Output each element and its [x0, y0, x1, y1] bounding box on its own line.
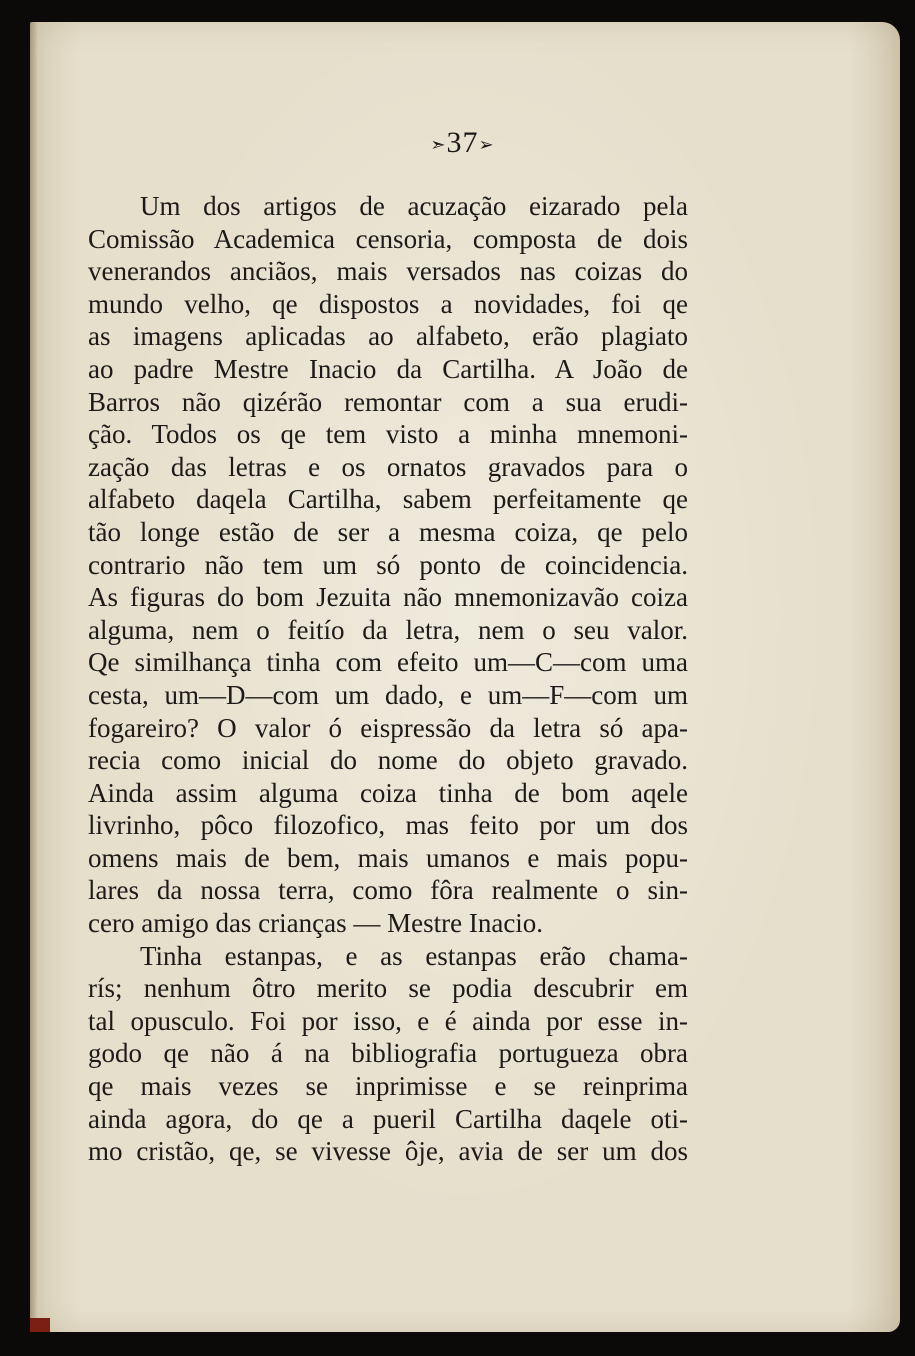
text-line: venerandos anciãos, mais versados nas coizas do — [88, 256, 688, 287]
text-line: lares da nossa terra, como fôra realmente o sin- — [88, 875, 688, 906]
text-line: ção. Todos os qe tem visto a minha mnemoni- — [88, 419, 688, 450]
page-spine-shadow — [30, 22, 38, 1332]
text-line: Um dos artigos de acuzação eizarado pela — [140, 191, 688, 221]
left-ornament-icon: ➣ — [430, 134, 447, 155]
text-line: zação das letras e os ornatos gravados para o — [88, 451, 688, 482]
binding-mark — [30, 1318, 50, 1332]
text-line: contrario não tem um só ponto de coincidencia. — [88, 549, 688, 580]
text-line: mo cristão, qe, se vivesse ôje, avia de ser um dos — [88, 1136, 688, 1167]
text-line: ainda agora, do qe a pueril Cartilha daqele oti- — [88, 1103, 688, 1134]
text-line: livrinho, pôco filozofico, mas feito por um dos — [88, 810, 688, 841]
body-text — [88, 190, 688, 1168]
text-line: Ainda assim alguma coiza tinha de bom aqele — [88, 777, 688, 808]
text-line: fogareiro? O valor ó eispressão da letra só apa- — [88, 712, 688, 743]
text-line: rís; nenhum ôtro merito se podia descubrir em — [88, 973, 688, 1004]
text-line: omens mais de bem, mais umanos e mais popu- — [88, 842, 688, 873]
text-line: godo qe não á na bibliografia portugueza obra — [88, 1038, 688, 1069]
text-line: qe mais vezes se inprimisse e se reinprima — [88, 1071, 688, 1102]
paragraph-1 — [88, 190, 688, 940]
text-line: cesta, um—D—com um dado, e um—F—com um — [88, 679, 688, 710]
text-line: alfabeto daqela Cartilha, sabem perfeitamente qe — [88, 484, 688, 515]
text-line: as imagens aplicadas ao alfabeto, erão plagiato — [88, 321, 688, 352]
text-line: recia como inicial do nome do objeto gravado. — [88, 745, 688, 776]
text-line: ao padre Mestre Inacio da Cartilha. A João de — [88, 353, 688, 384]
text-line: Tinha estanpas, e as estanpas erão chama- — [140, 940, 688, 971]
text-line: Qe similhança tinha com efeito um—C—com uma — [88, 647, 688, 678]
page-number — [0, 126, 915, 160]
text-line: tão longe estão de ser a mesma coiza, qe pelo — [88, 516, 688, 547]
text-line: mundo velho, qe dispostos a novidades, foi qe — [88, 288, 688, 319]
text-line: tal opusculo. Foi por isso, e é ainda por esse in- — [88, 1005, 688, 1036]
text-line: alguma, nem o feitío da letra, nem o seu valor. — [88, 614, 688, 645]
right-ornament-icon: ➢ — [478, 134, 495, 155]
text-line: Barros não qizérão remontar com a sua erudi- — [88, 386, 688, 417]
text-line: As figuras do bom Jezuita não mnemonizavão coiza — [88, 582, 688, 613]
text-line: cero amigo das crianças — Mestre Inacio. — [88, 908, 544, 939]
text-line: Comissão Academica censoria, composta de dois — [88, 223, 688, 254]
page-number-value: 37 — [446, 126, 479, 159]
paragraph-2 — [88, 940, 688, 1168]
